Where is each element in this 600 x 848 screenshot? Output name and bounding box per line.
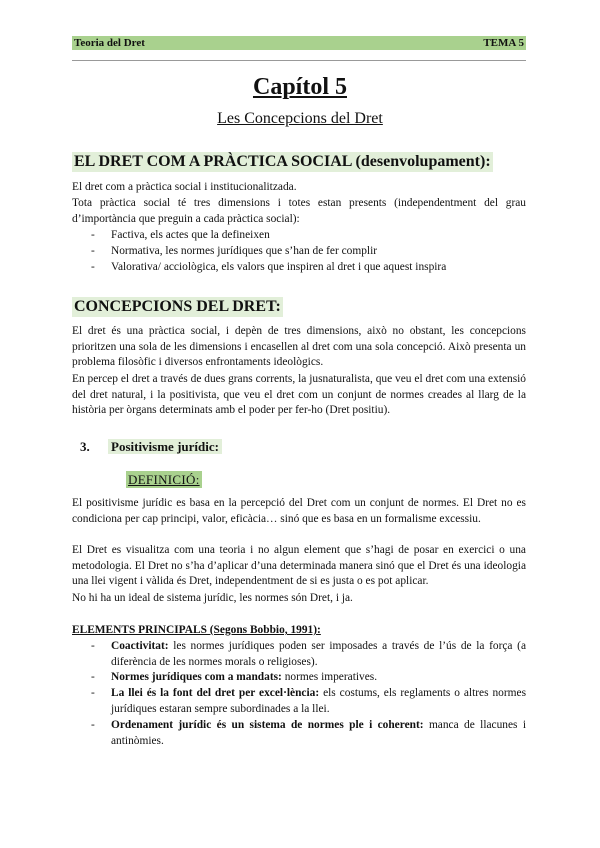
bullet: - (91, 671, 95, 683)
bullet: - (91, 640, 95, 652)
document-page: Teoria del Dret TEMA 5 Capítol 5 Les Concepcions del Dret EL DRET COM A PRÀCTICA SOCIAL (desenvolupament): El dret com a pràctica social i institucionalitzada. Tota pràctica social té tres dimensions i totes estan presents (independentment del grau d’importància que preguin a cada pràctica social): - Factiva, els actes que la defineixen - Normativa, les normes jurídiques que s’han de fer complir - Valorativa/ acciològica, els valors que inspiren al dret i que aquest inspira CONCEPCIONS DEL DRET: El dret és una pràctica social, i depèn de tres dimensions, això no obstant, les concepcions prioritzen una sola de les dimensions i encasellen al dret com una sola concepció. Això presenta un problema filosòfic i diversos enfrontaments ideològics. En percep el dret a través de dues grans corrents, la jusnaturalista, que veu el dret com una extensió del dret natural, i la positivista, que veu el dret com un conjunt de normes creades al llarg de la història per òrgans determinats amb el poder per fer-ho (Dret positiu). 3. Positivisme jurídic: DEFINICIÓ: El positivisme jurídic es basa en la percepció del Dret com un conjunt de normes. El Dret no es condiciona per cap principi, valor, eficàcia… sinó que es basa en un formalisme excessiu. El Dret es visualitza com una teoria i no algun element que s’hagi de posar en exercici o una metodologia. El Dret no s’ha d’aplicar d’una determinada manera sinó que el Dret és una ideologia una llei vigent i vàlida és Dret, independentment de si es justa o es pot aplicar. No hi ha un ideal de sistema jurídic, les normes són Dret, i ja. ELEMENTS PRINCIPALS (Segons Bobbio, 1991): - Coactivitat: les normes jurídiques poden ser imposades a través de l’ús de la força (a diferència de les normes morals o religioses). - Normes jurídiques com a mandats: normes imperatives. - La llei és la font del dret per excel·lència: els costums, els reglaments o altres normes jurídiques estaran sempre subordinades a la llei. - Ordenament jurídic és un sistema de normes ple i coherent: manca de llacunes i antinòmies. (0, 0, 600, 848)
definition-label: DEFINICIÓ: (128, 472, 200, 487)
paragraph: En percep el dret a través de dues grans corrents, la jusnaturalista, que veu el dret com una extensió del dret natural, i la positivista, que veu el dret com un conjunt de normes creades al llarg de la història per òrgans determinats amb el poder per fer-ho (Dret positiu). (72, 373, 526, 416)
paragraph: El positivisme jurídic es basa en la percepció del Dret com un conjunt de normes. El Dret no es condiciona per cap principi, valor, eficàcia… sinó que es basa en un formalisme excessiu. (72, 497, 526, 525)
bullet: - (91, 687, 95, 699)
section-heading-practica-social: EL DRET COM A PRÀCTICA SOCIAL (desenvolupament): (74, 153, 491, 170)
section-heading-concepcions: CONCEPCIONS DEL DRET: (74, 298, 281, 315)
list-item: - La llei és la font del dret per excel·lència: els costums, els reglaments o altres normes jurídiques estaran sempre subordinades a la llei. (91, 687, 527, 715)
paragraph: Tota pràctica social té tres dimensions i totes estan presents (independentment del grau d’importància que preguin a cada pràctica social): (72, 197, 526, 225)
list-item: - Coactivitat: les normes jurídiques poden ser imposades a través de l’ús de la força (a diferència de les normes morals o religioses). (91, 640, 526, 668)
chapter-subtitle: Les Concepcions del Dret (217, 110, 383, 127)
elements-heading: ELEMENTS PRINCIPALS (Segons Bobbio, 1991): (72, 624, 321, 636)
header-topic: TEMA 5 (483, 37, 524, 49)
header-subject: Teoria del Dret (74, 37, 145, 49)
bullet: - (91, 245, 95, 257)
subsection-heading-positivisme (80, 438, 222, 456)
bullet: - (91, 229, 95, 241)
header-divider (72, 60, 526, 61)
paragraph: No hi ha un ideal de sistema jurídic, les normes són Dret, i ja. (72, 592, 353, 604)
bullet: - (91, 719, 95, 731)
chapter-title: Capítol 5 (252, 74, 347, 100)
paragraph: El dret és una pràctica social, i depèn de tres dimensions, això no obstant, les concepcions prioritzen una sola de les dimensions i encasellen al dret com una sola concepció. Això presenta un problema filosòfic i diversos enfrontaments ideològics. (72, 325, 526, 368)
paragraph: El dret com a pràctica social i institucionalitzada. (72, 181, 297, 193)
bullet: - (91, 261, 95, 273)
page-header (72, 36, 526, 50)
subsection-title: Positivisme jurídic: (108, 439, 222, 454)
list-item: - Ordenament jurídic és un sistema de normes ple i coherent: manca de llacunes i antinòmies. (91, 719, 526, 747)
paragraph: El Dret es visualitza com una teoria i no algun element que s’hagi de posar en exercici o una metodologia. El Dret no s’ha d’aplicar d’una determinada manera sinó que el Dret és una ideologia una llei vigent i vàlida és Dret, independentment de si es justa o es pot aplicar. (72, 544, 526, 587)
subsection-number: 3. (80, 439, 90, 454)
